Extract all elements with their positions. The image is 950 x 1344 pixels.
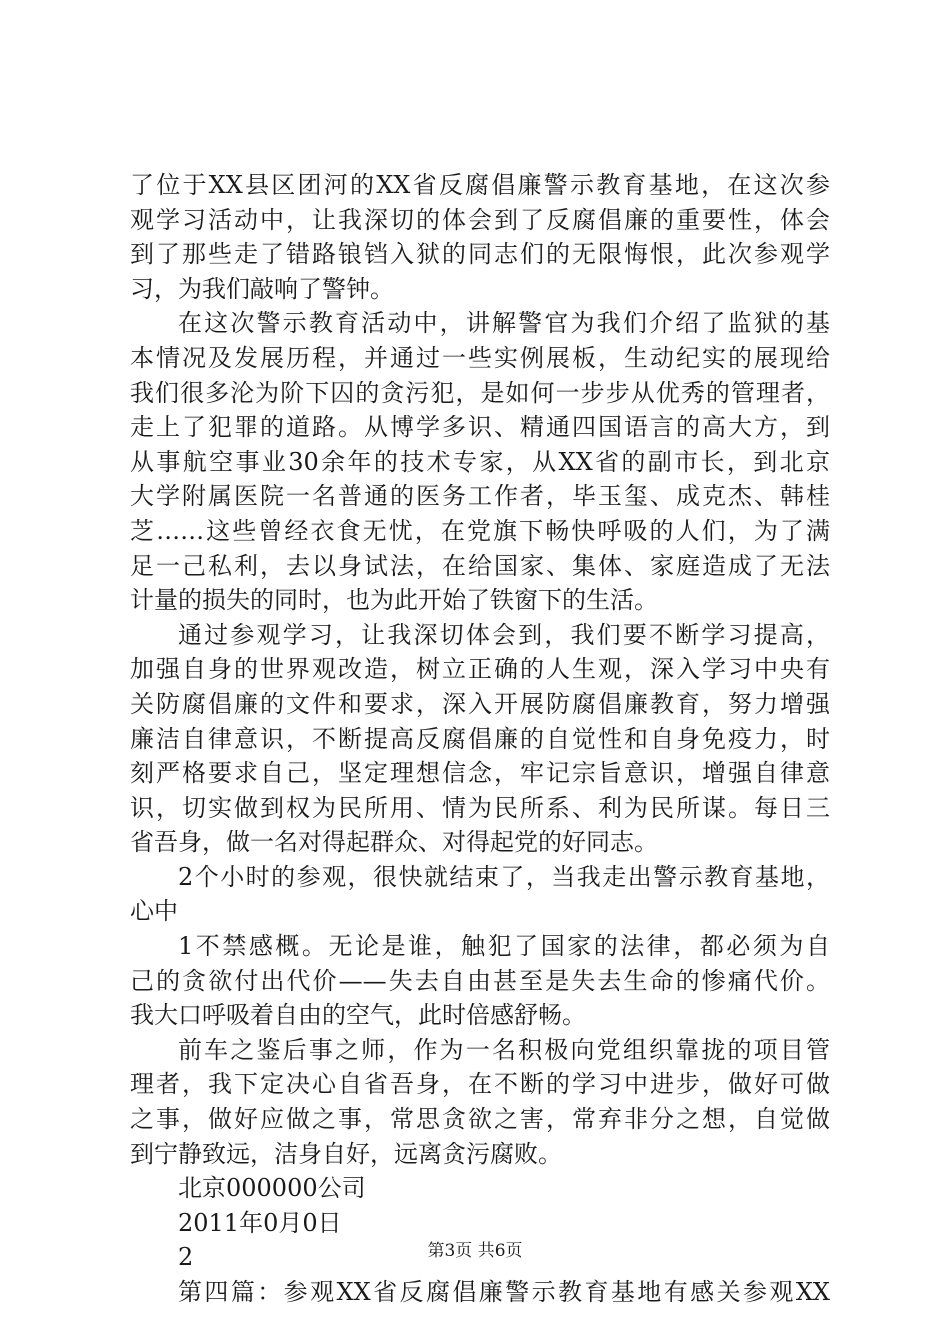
- text-line: 大学附属医院一名普通的医务工作者，毕玉玺、成克杰、韩桂: [130, 482, 830, 511]
- text-line: 第四篇：参观XX省反腐倡廉警示教育基地有感关参观XX: [178, 1278, 830, 1306]
- text-line: 2011年0月0日: [178, 1208, 342, 1237]
- text-line: 理者，我下定决心自省吾身，在不断的学习中进步，做好可做: [130, 1070, 830, 1099]
- text-line: 走上了犯罪的道路。从博学多识、精通四国语言的高大方，到: [130, 413, 830, 442]
- text-line: 关防腐倡廉的文件和要求，深入开展防腐倡廉教育，努力增强: [130, 689, 830, 718]
- text-line: 省吾身，做一名对得起群众、对得起党的好同志。: [130, 828, 658, 857]
- text-line: 刻严格要求自己，坚定理想信念，牢记宗旨意识，增强自律意: [130, 759, 830, 788]
- text-line: 1不禁感概。无论是谁，触犯了国家的法律，都必须为自: [178, 932, 830, 961]
- page-footer: 第3页 共6页: [427, 1241, 523, 1261]
- text-line: 计量的损失的同时，也为此开始了铁窗下的生活。: [130, 586, 658, 615]
- text-line: 我大口呼吸着自由的空气，此时倍感舒畅。: [130, 1001, 586, 1030]
- text-line: 北京000000公司: [178, 1174, 366, 1203]
- text-line: 识，切实做到权为民所用、情为民所系、利为民所谋。每日三: [130, 793, 830, 822]
- text-line: 我们很多沦为阶下囚的贪污犯，是如何一步步从优秀的管理者，: [130, 378, 830, 407]
- text-line: 己的贪欲付出代价——失去自由甚至是失去生命的惨痛代价。: [130, 966, 830, 995]
- text-line: 芝……这些曾经衣食无忧，在党旗下畅快呼吸的人们，为了满: [130, 516, 830, 545]
- text-line: 在这次警示教育活动中，讲解警官为我们介绍了监狱的基: [178, 309, 830, 338]
- text-line: 观学习活动中，让我深切的体会到了反腐倡廉的重要性，体会: [130, 205, 830, 234]
- text-line: 廉洁自律意识，不断提高反腐倡廉的自觉性和自身免疫力，时: [130, 724, 830, 753]
- text-line: 习，为我们敲响了警钟。: [130, 274, 394, 303]
- text-line: 了位于XX县区团河的XX省反腐倡廉警示教育基地，在这次参: [130, 171, 830, 199]
- text-line: 从事航空事业30余年的技术专家，从XX省的副市长，到北京: [130, 447, 830, 476]
- text-line: 本情况及发展历程，并通过一些实例展板，生动纪实的展现给: [130, 343, 830, 372]
- text-line: 心中: [130, 897, 178, 926]
- text-line: 到了那些走了错路锒铛入狱的同志们的无限悔恨，此次参观学: [130, 240, 830, 269]
- text-line: 足一己私利，去以身试法，在给国家、集体、家庭造成了无法: [130, 551, 830, 580]
- text-line: 通过参观学习，让我深切体会到，我们要不断学习提高，: [178, 620, 830, 649]
- text-line: 到宁静致远，洁身自好，远离贪污腐败。: [130, 1139, 562, 1168]
- document-body: [130, 168, 830, 1310]
- text-line: 之事，做好应做之事，常思贪欲之害，常弃非分之想，自觉做: [130, 1105, 830, 1134]
- text-line: 2个小时的参观，很快就结束了，当我走出警示教育基地，: [178, 862, 830, 891]
- text-line: 加强自身的世界观改造，树立正确的人生观，深入学习中央有: [130, 655, 830, 684]
- text-line: 2: [178, 1243, 194, 1272]
- text-line: 前车之鉴后事之师，作为一名积极向党组织靠拢的项目管: [178, 1035, 830, 1064]
